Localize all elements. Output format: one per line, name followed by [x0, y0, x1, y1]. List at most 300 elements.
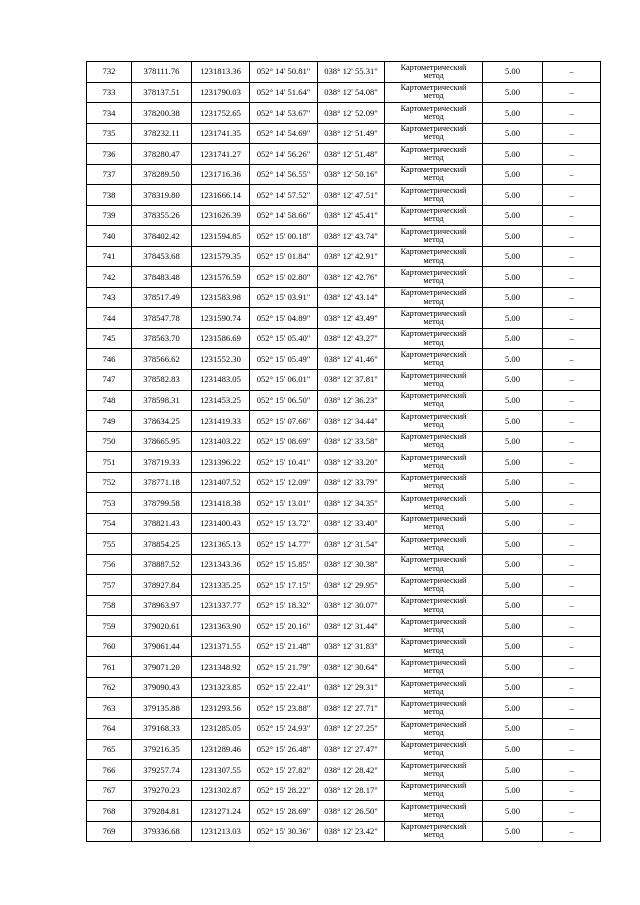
method-line-1: Картометрический: [400, 822, 467, 832]
accuracy-cell: 5.00: [483, 801, 543, 822]
method-line-2: метод: [423, 563, 444, 573]
coord-y-cell: 1231418.38: [192, 493, 250, 514]
latitude-cell: 052° 15' 01.84": [250, 246, 318, 267]
latitude-cell: 052° 15' 06.50": [250, 390, 318, 411]
point-number-cell: 750: [87, 431, 132, 452]
coord-x-cell: 378598.31: [132, 390, 192, 411]
coord-x-cell: 379020.61: [132, 616, 192, 637]
method-line-2: метод: [423, 830, 444, 840]
accuracy-cell: 5.00: [483, 472, 543, 493]
note-cell: –: [543, 308, 601, 329]
method-cell: [385, 431, 483, 452]
latitude-cell: 052° 15' 06.01": [250, 369, 318, 390]
coord-y-cell: 1231271.24: [192, 801, 250, 822]
coord-x-cell: 378665.95: [132, 431, 192, 452]
method-line-2: метод: [423, 748, 444, 758]
point-number-cell: 757: [87, 575, 132, 596]
coord-y-cell: 1231626.39: [192, 205, 250, 226]
coord-x-cell: 378547.78: [132, 308, 192, 329]
table-row: [87, 164, 601, 185]
note-cell: –: [543, 287, 601, 308]
table-row: [87, 760, 601, 781]
note-cell: –: [543, 513, 601, 534]
method-line-2: метод: [423, 481, 444, 491]
method-line-1: Картометрический: [400, 350, 467, 359]
note-cell: –: [543, 739, 601, 760]
coord-x-cell: 379257.74: [132, 760, 192, 781]
longitude-cell: 038° 12' 30.64": [318, 657, 385, 678]
accuracy-cell: 5.00: [483, 431, 543, 452]
method-line-1: Картометрический: [400, 452, 467, 462]
coord-x-cell: 378111.76: [132, 62, 192, 83]
coord-y-cell: 1231407.52: [192, 472, 250, 493]
longitude-cell: 038° 12' 34.35": [318, 493, 385, 514]
coord-y-cell: 1231552.30: [192, 349, 250, 370]
coord-y-cell: 1231213.03: [192, 821, 250, 842]
coord-y-cell: 1231363.90: [192, 616, 250, 637]
coord-x-cell: 378232.11: [132, 123, 192, 144]
longitude-cell: 038° 12' 51.48": [318, 144, 385, 165]
note-cell: –: [543, 472, 601, 493]
coord-y-cell: 1231371.55: [192, 636, 250, 657]
coord-x-cell: 379270.23: [132, 780, 192, 801]
coord-x-cell: 378887.52: [132, 554, 192, 575]
longitude-cell: 038° 12' 31.83": [318, 636, 385, 657]
longitude-cell: 038° 12' 30.07": [318, 595, 385, 616]
method-cell: [385, 616, 483, 637]
table-row: [87, 144, 601, 165]
latitude-cell: 052° 15' 28.69": [250, 801, 318, 822]
accuracy-cell: 5.00: [483, 677, 543, 698]
method-line-2: метод: [423, 584, 444, 594]
method-line-1: Картометрический: [400, 308, 467, 318]
note-cell: –: [543, 657, 601, 678]
coord-x-cell: 378137.51: [132, 82, 192, 103]
point-number-cell: 742: [87, 267, 132, 288]
method-line-2: метод: [423, 173, 444, 183]
accuracy-cell: 5.00: [483, 267, 543, 288]
method-line-1: Картометрический: [400, 411, 467, 421]
note-cell: –: [543, 123, 601, 144]
method-line-2: метод: [423, 542, 444, 552]
coord-y-cell: 1231666.14: [192, 185, 250, 206]
longitude-cell: 038° 12' 50.16": [318, 164, 385, 185]
coord-y-cell: 1231323.85: [192, 677, 250, 698]
note-cell: –: [543, 103, 601, 124]
longitude-cell: 038° 12' 43.14": [318, 287, 385, 308]
latitude-cell: 052° 15' 15.85": [250, 554, 318, 575]
coord-y-cell: 1231586.69: [192, 328, 250, 349]
point-number-cell: 738: [87, 185, 132, 206]
note-cell: –: [543, 595, 601, 616]
method-cell: [385, 164, 483, 185]
table-row: [87, 821, 601, 842]
method-cell: [385, 308, 483, 329]
point-number-cell: 733: [87, 82, 132, 103]
coord-y-cell: 1231741.35: [192, 123, 250, 144]
longitude-cell: 038° 12' 27.71": [318, 698, 385, 719]
coord-x-cell: 378355.26: [132, 205, 192, 226]
table-row: [87, 739, 601, 760]
longitude-cell: 038° 12' 23.42": [318, 821, 385, 842]
method-cell: [385, 534, 483, 555]
method-cell: [385, 821, 483, 842]
method-cell: [385, 349, 483, 370]
method-cell: [385, 657, 483, 678]
accuracy-cell: 5.00: [483, 452, 543, 473]
coord-x-cell: 378566.62: [132, 349, 192, 370]
table-row: [87, 780, 601, 801]
table-row: [87, 534, 601, 555]
method-line-1: Картометрический: [400, 740, 467, 750]
note-cell: –: [543, 452, 601, 473]
method-line-1: Картометрический: [400, 760, 467, 770]
method-cell: [385, 719, 483, 740]
longitude-cell: 038° 12' 36.23": [318, 390, 385, 411]
coord-x-cell: 378582.83: [132, 369, 192, 390]
coord-y-cell: 1231285.05: [192, 719, 250, 740]
latitude-cell: 052° 14' 51.64": [250, 82, 318, 103]
longitude-cell: 038° 12' 33.58": [318, 431, 385, 452]
coord-x-cell: 379336.68: [132, 821, 192, 842]
method-cell: [385, 144, 483, 165]
accuracy-cell: 5.00: [483, 739, 543, 760]
method-cell: [385, 328, 483, 349]
coord-x-cell: 379135.88: [132, 698, 192, 719]
latitude-cell: 052° 15' 02.80": [250, 267, 318, 288]
latitude-cell: 052° 15' 04.89": [250, 308, 318, 329]
latitude-cell: 052° 15' 07.66": [250, 411, 318, 432]
latitude-cell: 052° 14' 57.52": [250, 185, 318, 206]
table-row: [87, 246, 601, 267]
point-number-cell: 747: [87, 369, 132, 390]
table-row: [87, 103, 601, 124]
method-line-1: Картометрический: [400, 432, 467, 442]
accuracy-cell: 5.00: [483, 328, 543, 349]
longitude-cell: 038° 12' 37.81": [318, 369, 385, 390]
point-number-cell: 767: [87, 780, 132, 801]
method-cell: [385, 123, 483, 144]
point-number-cell: 764: [87, 719, 132, 740]
accuracy-cell: 5.00: [483, 821, 543, 842]
accuracy-cell: 5.00: [483, 82, 543, 103]
method-cell: [385, 62, 483, 83]
point-number-cell: 756: [87, 554, 132, 575]
method-cell: [385, 369, 483, 390]
latitude-cell: 052° 15' 24.93": [250, 719, 318, 740]
method-cell: [385, 103, 483, 124]
point-number-cell: 741: [87, 246, 132, 267]
method-line-1: Картометрический: [400, 514, 467, 524]
longitude-cell: 038° 12' 42.76": [318, 267, 385, 288]
table-row: [87, 287, 601, 308]
coord-y-cell: 1231483.05: [192, 369, 250, 390]
method-line-2: метод: [423, 789, 444, 799]
note-cell: –: [543, 780, 601, 801]
method-cell: [385, 636, 483, 657]
method-line-1: Картометрический: [400, 124, 467, 134]
method-line-2: метод: [423, 132, 444, 142]
table-row: [87, 472, 601, 493]
coord-x-cell: 378963.97: [132, 595, 192, 616]
table-row: [87, 801, 601, 822]
coord-x-cell: 378799.58: [132, 493, 192, 514]
method-line-2: метод: [423, 522, 444, 532]
coord-y-cell: 1231307.55: [192, 760, 250, 781]
latitude-cell: 052° 15' 10.41": [250, 452, 318, 473]
method-line-1: Картометрический: [400, 391, 467, 401]
note-cell: –: [543, 636, 601, 657]
table-row: [87, 616, 601, 637]
note-cell: –: [543, 144, 601, 165]
note-cell: –: [543, 760, 601, 781]
coord-y-cell: 1231813.36: [192, 62, 250, 83]
table-row: [87, 123, 601, 144]
coord-y-cell: 1231741.27: [192, 144, 250, 165]
note-cell: –: [543, 82, 601, 103]
method-line-1: Картометрический: [400, 596, 467, 606]
table-row: [87, 493, 601, 514]
note-cell: –: [543, 226, 601, 247]
method-line-1: Картометрический: [400, 657, 467, 667]
accuracy-cell: 5.00: [483, 369, 543, 390]
latitude-cell: 052° 15' 18.32": [250, 595, 318, 616]
table-row: [87, 205, 601, 226]
table-row: [87, 349, 601, 370]
point-number-cell: 761: [87, 657, 132, 678]
method-cell: [385, 575, 483, 596]
coord-y-cell: 1231343.36: [192, 554, 250, 575]
coord-x-cell: 378563.70: [132, 328, 192, 349]
accuracy-cell: 5.00: [483, 554, 543, 575]
accuracy-cell: 5.00: [483, 760, 543, 781]
coord-x-cell: 378280.47: [132, 144, 192, 165]
note-cell: –: [543, 821, 601, 842]
accuracy-cell: 5.00: [483, 616, 543, 637]
method-line-1: Картометрический: [400, 226, 467, 236]
accuracy-cell: 5.00: [483, 390, 543, 411]
point-number-cell: 768: [87, 801, 132, 822]
method-line-2: метод: [423, 419, 444, 429]
latitude-cell: 052° 15' 03.91": [250, 287, 318, 308]
method-line-1: Картометрический: [400, 185, 467, 195]
method-cell: [385, 82, 483, 103]
latitude-cell: 052° 15' 26.48": [250, 739, 318, 760]
latitude-cell: 052° 14' 50.81": [250, 62, 318, 83]
longitude-cell: 038° 12' 54.08": [318, 82, 385, 103]
table-row: [87, 575, 601, 596]
coord-x-cell: 378289.50: [132, 164, 192, 185]
method-line-2: метод: [423, 645, 444, 655]
longitude-cell: 038° 12' 30.38": [318, 554, 385, 575]
method-line-2: метод: [423, 768, 444, 778]
note-cell: –: [543, 246, 601, 267]
point-number-cell: 748: [87, 390, 132, 411]
coord-x-cell: 378634.25: [132, 411, 192, 432]
method-line-1: Картометрический: [400, 678, 467, 688]
coord-y-cell: 1231590.74: [192, 308, 250, 329]
point-number-cell: 734: [87, 103, 132, 124]
accuracy-cell: 5.00: [483, 534, 543, 555]
method-line-2: метод: [423, 460, 444, 470]
longitude-cell: 038° 12' 43.49": [318, 308, 385, 329]
longitude-cell: 038° 12' 55.31": [318, 62, 385, 83]
method-line-1: Картометрический: [400, 575, 467, 585]
point-number-cell: 759: [87, 616, 132, 637]
note-cell: –: [543, 534, 601, 555]
coord-x-cell: 379284.81: [132, 801, 192, 822]
longitude-cell: 038° 12' 45.41": [318, 205, 385, 226]
coord-x-cell: 378771.18: [132, 472, 192, 493]
latitude-cell: 052° 15' 23.88": [250, 698, 318, 719]
coord-y-cell: 1231403.22: [192, 431, 250, 452]
longitude-cell: 038° 12' 47.51": [318, 185, 385, 206]
note-cell: –: [543, 575, 601, 596]
coord-y-cell: 1231337.77: [192, 595, 250, 616]
coord-x-cell: 379168.33: [132, 719, 192, 740]
method-line-1: Картометрический: [400, 637, 467, 647]
method-line-1: Картометрический: [400, 534, 467, 544]
method-line-1: Картометрический: [400, 616, 467, 626]
method-line-2: метод: [423, 193, 444, 203]
coord-y-cell: 1231453.25: [192, 390, 250, 411]
latitude-cell: 052° 15' 28.22": [250, 780, 318, 801]
table-row: [87, 328, 601, 349]
method-line-1: Картометрический: [400, 288, 467, 298]
note-cell: –: [543, 554, 601, 575]
table-row: [87, 698, 601, 719]
method-cell: [385, 595, 483, 616]
method-line-1: Картометрический: [400, 801, 467, 811]
coord-y-cell: 1231293.56: [192, 698, 250, 719]
method-line-2: метод: [423, 625, 444, 635]
method-cell: [385, 554, 483, 575]
method-line-1: Картометрический: [400, 103, 467, 113]
note-cell: –: [543, 185, 601, 206]
method-line-1: Картометрический: [400, 781, 467, 791]
note-cell: –: [543, 493, 601, 514]
method-line-1: Картометрический: [400, 555, 467, 565]
method-line-2: метод: [423, 666, 444, 676]
method-line-2: метод: [423, 70, 444, 80]
coord-y-cell: 1231716.36: [192, 164, 250, 185]
method-line-2: метод: [423, 399, 444, 409]
method-cell: [385, 267, 483, 288]
longitude-cell: 038° 12' 43.27": [318, 328, 385, 349]
coord-x-cell: 379216.35: [132, 739, 192, 760]
note-cell: –: [543, 349, 601, 370]
method-line-2: метод: [423, 317, 444, 327]
point-number-cell: 743: [87, 287, 132, 308]
note-cell: –: [543, 698, 601, 719]
accuracy-cell: 5.00: [483, 595, 543, 616]
note-cell: –: [543, 267, 601, 288]
note-cell: –: [543, 801, 601, 822]
longitude-cell: 038° 12' 52.09": [318, 103, 385, 124]
point-number-cell: 745: [87, 328, 132, 349]
accuracy-cell: 5.00: [483, 780, 543, 801]
note-cell: –: [543, 328, 601, 349]
table-row: [87, 226, 601, 247]
latitude-cell: 052° 14' 54.69": [250, 123, 318, 144]
method-cell: [385, 739, 483, 760]
longitude-cell: 038° 12' 28.17": [318, 780, 385, 801]
coord-y-cell: 1231752.65: [192, 103, 250, 124]
method-line-1: Картометрический: [400, 267, 467, 277]
table-row: [87, 719, 601, 740]
point-number-cell: 740: [87, 226, 132, 247]
note-cell: –: [543, 390, 601, 411]
method-line-1: Картометрический: [400, 493, 467, 503]
coord-y-cell: 1231594.85: [192, 226, 250, 247]
coord-x-cell: 378719.33: [132, 452, 192, 473]
note-cell: –: [543, 164, 601, 185]
method-line-2: метод: [423, 276, 444, 286]
accuracy-cell: 5.00: [483, 246, 543, 267]
longitude-cell: 038° 12' 29.95": [318, 575, 385, 596]
note-cell: –: [543, 616, 601, 637]
longitude-cell: 038° 12' 28.42": [318, 760, 385, 781]
method-line-1: Картометрический: [400, 370, 467, 380]
method-line-2: метод: [423, 604, 444, 614]
longitude-cell: 038° 12' 41.46": [318, 349, 385, 370]
coord-x-cell: 379071.20: [132, 657, 192, 678]
longitude-cell: 038° 12' 43.74": [318, 226, 385, 247]
note-cell: –: [543, 369, 601, 390]
method-cell: [385, 760, 483, 781]
latitude-cell: 052° 15' 14.77": [250, 534, 318, 555]
point-number-cell: 732: [87, 62, 132, 83]
note-cell: –: [543, 62, 601, 83]
accuracy-cell: 5.00: [483, 103, 543, 124]
accuracy-cell: 5.00: [483, 349, 543, 370]
method-line-1: Картометрический: [400, 62, 467, 72]
latitude-cell: 052° 15' 00.18": [250, 226, 318, 247]
table-row: [87, 369, 601, 390]
point-number-cell: 752: [87, 472, 132, 493]
note-cell: –: [543, 719, 601, 740]
accuracy-cell: 5.00: [483, 185, 543, 206]
note-cell: –: [543, 205, 601, 226]
method-line-1: Картометрический: [400, 719, 467, 729]
coord-x-cell: 378483.48: [132, 267, 192, 288]
coord-x-cell: 378319.80: [132, 185, 192, 206]
latitude-cell: 052° 15' 17.15": [250, 575, 318, 596]
method-cell: [385, 411, 483, 432]
point-number-cell: 769: [87, 821, 132, 842]
latitude-cell: 052° 15' 30.36": [250, 821, 318, 842]
longitude-cell: 038° 12' 29.31": [318, 677, 385, 698]
coord-y-cell: 1231579.35: [192, 246, 250, 267]
method-line-2: метод: [423, 235, 444, 245]
latitude-cell: 052° 14' 58.66": [250, 205, 318, 226]
latitude-cell: 052° 15' 05.40": [250, 328, 318, 349]
table-row: [87, 431, 601, 452]
latitude-cell: 052° 15' 27.82": [250, 760, 318, 781]
longitude-cell: 038° 12' 33.79": [318, 472, 385, 493]
longitude-cell: 038° 12' 31.44": [318, 616, 385, 637]
method-line-2: метод: [423, 707, 444, 717]
method-line-2: метод: [423, 91, 444, 101]
coord-y-cell: 1231348.92: [192, 657, 250, 678]
point-number-cell: 735: [87, 123, 132, 144]
method-cell: [385, 493, 483, 514]
longitude-cell: 038° 12' 27.25": [318, 719, 385, 740]
coord-x-cell: 378854.25: [132, 534, 192, 555]
longitude-cell: 038° 12' 33.40": [318, 513, 385, 534]
method-cell: [385, 205, 483, 226]
coord-x-cell: 379090.43: [132, 677, 192, 698]
